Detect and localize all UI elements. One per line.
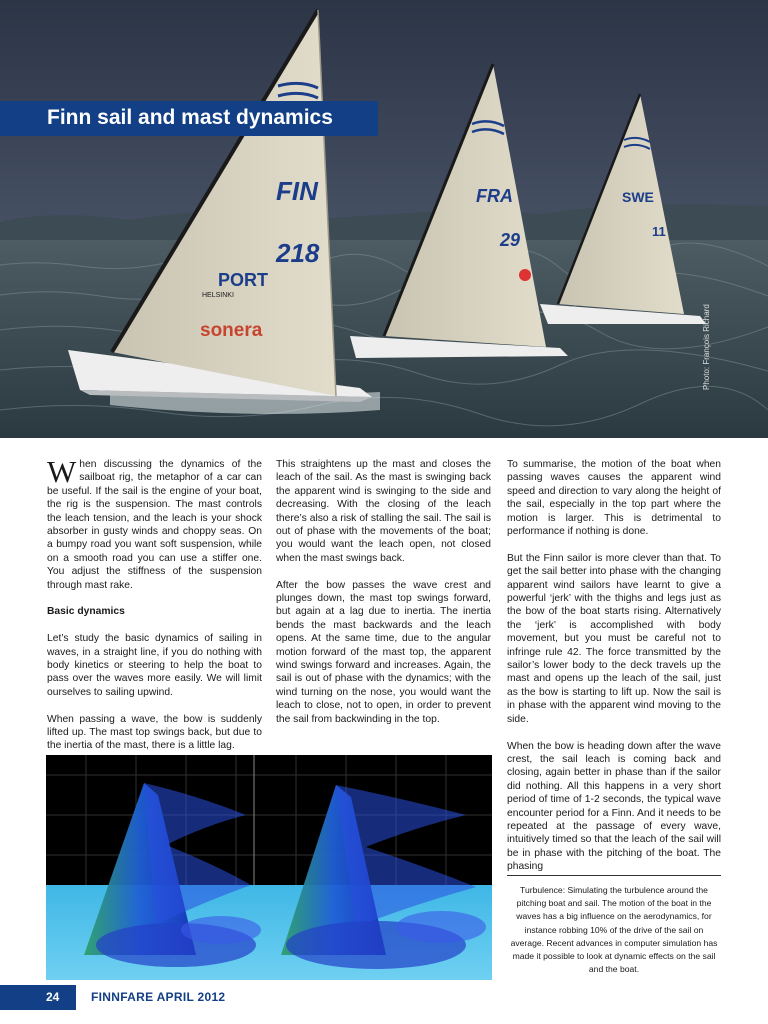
- paragraph: Let’s study the basic dynamics of sailing in waves, in a straight line, if you do nothing with body kinetics or steering to help the boat to pass over the waves more easily. We will limit ourselves to sailing upwind.: [47, 633, 262, 698]
- fin-sail-sponsor: PORT: [218, 270, 269, 290]
- text-column-3: [507, 458, 721, 887]
- fin-sail-number: 218: [276, 238, 320, 268]
- fin-sail-sponsor-city: HELSINKI: [202, 292, 234, 299]
- subheading-basic-dynamics: Basic dynamics: [47, 606, 125, 618]
- paragraph: This straightens up the mast and closes the leach of the sail. As the mast is swinging back the apparent wind is swinging to the side and decreasing. With the closing of the leach there’s also a risk of stalling the sail. The sail is out of phase with the movements of the boat; you would want the leach open, not closed when the mast swings back.: [276, 459, 491, 564]
- paragraph: After the bow passes the wave crest and plunges down, the mast top swings forward, but again at a lag due to inertia. The inertia bends the mast backwards and the leach opens. At the same time, due to the angular motion forward of the mast top, the apparent wind swings forward and increases. Again, the sail is out of phase with the dynamics; with the wind turning on the nose, you would want the leach to close, not to open, in order to prevent the sail from backwinding in the top.: [276, 579, 491, 725]
- paragraph: When passing a wave, the bow is suddenly lifted up. The mast top swings back, but due to the inertia of the mast, there is a little lag.: [47, 713, 262, 752]
- intro-text: hen discussing the dynamics of the sailboat rig, the metaphor of a car can be useful. If the sail is the engine of your boat, the rig is the suspension. The mast controls the leach tension, and the leach is your shock absorber in gusty winds and choppy seas. On a bumpy road you want soft suspension, while on a smooth road you can use a stiffer one. You adjust the stiffness of the suspension through mast rake.: [47, 459, 262, 591]
- title-banner: [0, 101, 378, 136]
- paragraph: When the bow is heading down after the wave crest, the sail leach is coming back and closing, again better in phase than if the sailor did nothing. All this happens in a very short period of time of 1-2 seconds, the typical wave encounter period for a Finn. And it needs to be repeated at the passage of every wave, intuitively timed so that the leach of the sail will be in phase with the pitching of the boat. The phasing: [507, 740, 721, 873]
- article-title: Finn sail and mast dynamics: [47, 106, 333, 129]
- fin-sail-sponsor2: sonera: [200, 320, 263, 341]
- paragraph: But the Finn sailor is more clever than that. To get the sail better into phase with the changing apparent wind sailors have learnt to give a powerful ‘jerk’ with the thighs and legs just as the bow of the boat starts rising. Alternatively the ‘jerk’ is accomplished with body movement, but you must be careful not to infringe rule 42. The force transmitted by the sailor’s lower body to the deck travels up the mast and opens up the leach of the sail, just as the bow is starting to lift up. Now the sail is in phase with the apparent wind moving to the side.: [507, 552, 721, 725]
- footer-page-block: [0, 985, 76, 1010]
- publication-footer: FINNFARE APRIL 2012: [91, 990, 226, 1004]
- fra-sail-number: 29: [500, 230, 521, 250]
- photo-credit: Photo: François Richard: [702, 304, 711, 390]
- fra-sail-letters: FRA: [476, 186, 513, 206]
- paragraph: To summarise, the motion of the boat when passing waves causes the apparent wind speed and direction to vary along the height of the sail, especially in the top part where the motion is larger. This is detrimental to performance if nothing is done.: [507, 459, 721, 538]
- figure-caption: Turbulence: Simulating the turbulence around the pitching boat and sail. The motion of the boat in the waves has a big influence on the aerodynamics, for instance robbing 10% of the drive of the sail on average. Recent advances in computer simulation has made it possible to look at dynamic effects on the sail and the boat.: [510, 885, 718, 975]
- page-number: 24: [46, 990, 60, 1004]
- fin-sail-letters: FIN: [276, 176, 318, 206]
- intro-paragraph: [47, 454, 262, 592]
- text-column-2: [276, 458, 491, 740]
- text-column-1: [47, 454, 262, 766]
- swe-sail-letters: SWE: [622, 189, 654, 205]
- turbulence-simulation-image: [46, 755, 492, 980]
- swe-sail-number: 11: [652, 224, 666, 239]
- drop-cap: W: [47, 454, 77, 489]
- caption-divider: [507, 875, 721, 876]
- hero-photo: [0, 0, 768, 438]
